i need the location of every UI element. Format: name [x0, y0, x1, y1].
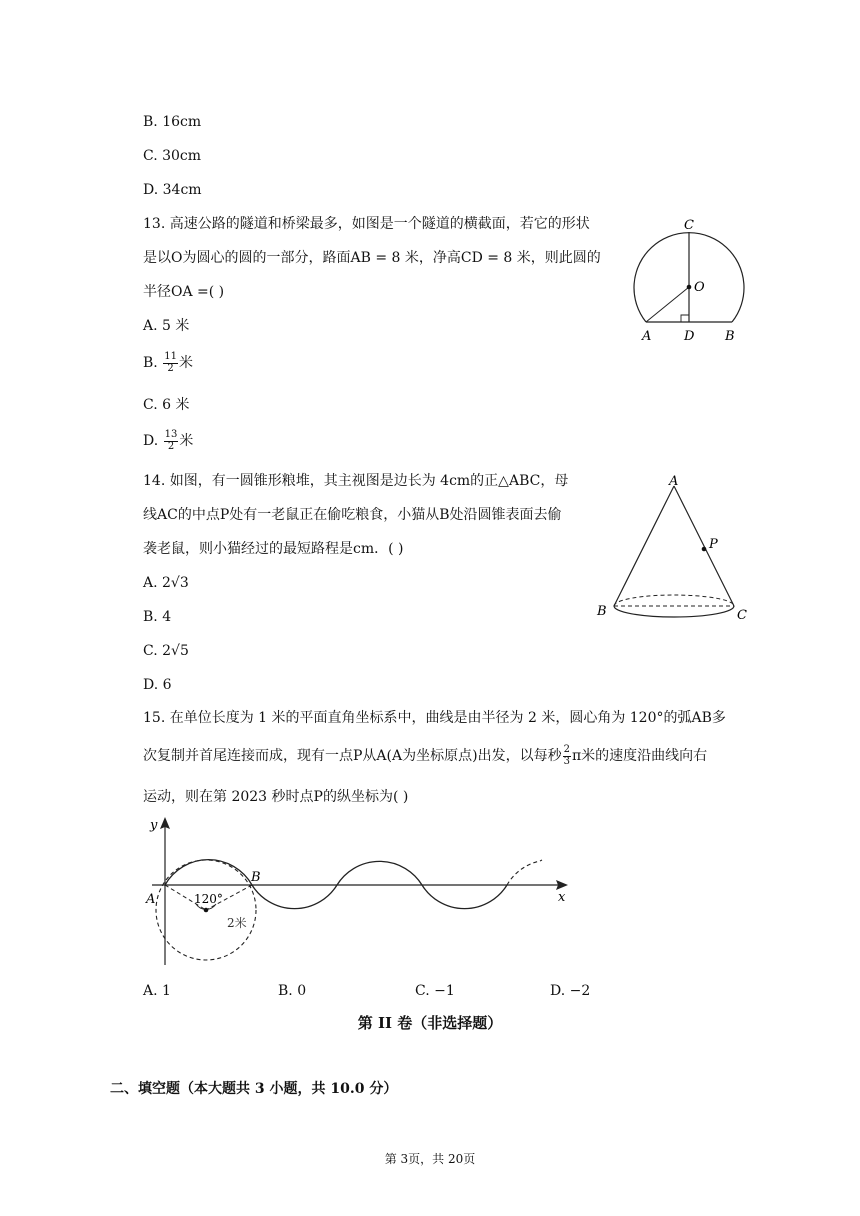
cone-edge-ab [614, 486, 674, 606]
arc-3 [337, 861, 422, 885]
dashed-tail [540, 860, 542, 861]
label-c: C [737, 608, 747, 623]
label-y: y [150, 818, 158, 833]
cone-edge-ac [674, 486, 734, 606]
label-angle: 120° [194, 892, 223, 906]
q12-option-c: C. 30cm [143, 148, 202, 164]
label-c: C [684, 218, 694, 233]
q13-option-b-fraction [163, 352, 178, 374]
cone-base-back [614, 595, 734, 606]
q12-option-b: B. 16cm [143, 114, 202, 130]
arc-4 [422, 885, 507, 909]
fraction-numerator: 11 [164, 351, 177, 362]
fraction-denominator: 2 [167, 440, 175, 452]
q15-speed-fraction [563, 745, 571, 767]
arc-2 [252, 885, 337, 909]
point-p [702, 547, 707, 552]
q13-option-d-fraction [164, 430, 179, 452]
q13-option-b-prefix: B. [143, 355, 158, 371]
label-o: O [694, 280, 705, 295]
q15-option-c: C. −1 [415, 983, 455, 999]
arc-1 [165, 860, 252, 885]
q15-line-3: 运动，则在第 2023 秒时点P的纵坐标为( ) [143, 789, 409, 805]
q13-line-1: 13. 高速公路的隧道和桥梁最多，如图是一个隧道的横截面，若它的形状 [143, 216, 590, 232]
q14-option-d: D. 6 [143, 677, 172, 693]
fraction-numerator: 2 [563, 744, 570, 755]
q13-option-b [143, 352, 193, 374]
right-angle-mark [681, 315, 689, 322]
arc-center-point [204, 908, 209, 913]
label-b: B [251, 870, 261, 885]
q14-line-2: 线AC的中点P处有一老鼠正在偷吃粮食，小猫从B处沿圆锥表面去偷 [143, 507, 562, 523]
label-x: x [558, 890, 566, 905]
q13-option-d-unit: 米 [179, 433, 194, 449]
q14-option-b: B. 4 [143, 609, 172, 625]
q13-line-3: 半径OA =( ) [143, 284, 225, 300]
q14-option-a: A. 2√3 [143, 575, 189, 591]
q13-option-d-prefix: D. [143, 433, 159, 449]
label-b: B [597, 604, 607, 619]
arc-5-dashed [507, 861, 540, 885]
q13-line-2: 是以O为圆心的圆的一部分，路面AB = 8 米，净高CD = 8 米，则此圆的 [143, 250, 601, 266]
q15-option-d: D. −2 [550, 983, 591, 999]
q12-option-d: D. 34cm [143, 182, 202, 198]
fraction-denominator: 3 [563, 755, 570, 767]
page-footer: 第 3页，共 20页 [384, 1152, 476, 1166]
label-radius: 2米 [227, 916, 247, 930]
q15-line-2-end: π米的速度沿曲线向右 [571, 748, 708, 764]
q15-line-1: 15. 在单位长度为 1 米的平面直角坐标系中，曲线是由半径为 2 米，圆心角为 120°的弧AB多 [143, 710, 726, 726]
q14-line-1: 14. 如图，有一圆锥形粮堆，其主视图是边长为 4cm的正△ABC，母 [143, 473, 569, 489]
q13-option-c: C. 6 米 [143, 397, 190, 413]
q15-option-a: A. 1 [143, 983, 171, 999]
label-b: B [725, 329, 735, 344]
section-title: 第 II 卷（非选择题） [357, 1014, 503, 1032]
label-a: A [669, 474, 679, 489]
q14-option-c: C. 2√5 [143, 643, 189, 659]
q13-tunnel-figure [630, 215, 750, 350]
fraction-numerator: 13 [164, 429, 178, 440]
center-point-o [687, 285, 692, 290]
label-a: A [146, 892, 156, 907]
label-p: P [709, 537, 718, 552]
q15-line-2 [143, 745, 707, 767]
q15-line-2-start: 次复制并首尾连接而成，现有一点P从A(A为坐标原点)出发，以每秒 [143, 748, 562, 764]
fraction-denominator: 2 [167, 362, 174, 374]
q13-option-d [143, 430, 193, 452]
label-a: A [642, 329, 652, 344]
cone-base-front [614, 606, 734, 617]
q14-cone-figure [592, 472, 762, 632]
radius-line-oa [646, 287, 689, 322]
section-2-heading: 二、填空题（本大题共 3 小题，共 10.0 分） [110, 1081, 398, 1097]
q13-option-b-unit: 米 [178, 355, 193, 371]
q15-wave-figure [140, 815, 580, 975]
q15-option-b: B. 0 [278, 983, 307, 999]
q13-option-a: A. 5 米 [143, 318, 190, 334]
label-d: D [684, 329, 695, 344]
q14-line-3: 袭老鼠，则小猫经过的最短路程是cm．( ) [143, 541, 404, 557]
